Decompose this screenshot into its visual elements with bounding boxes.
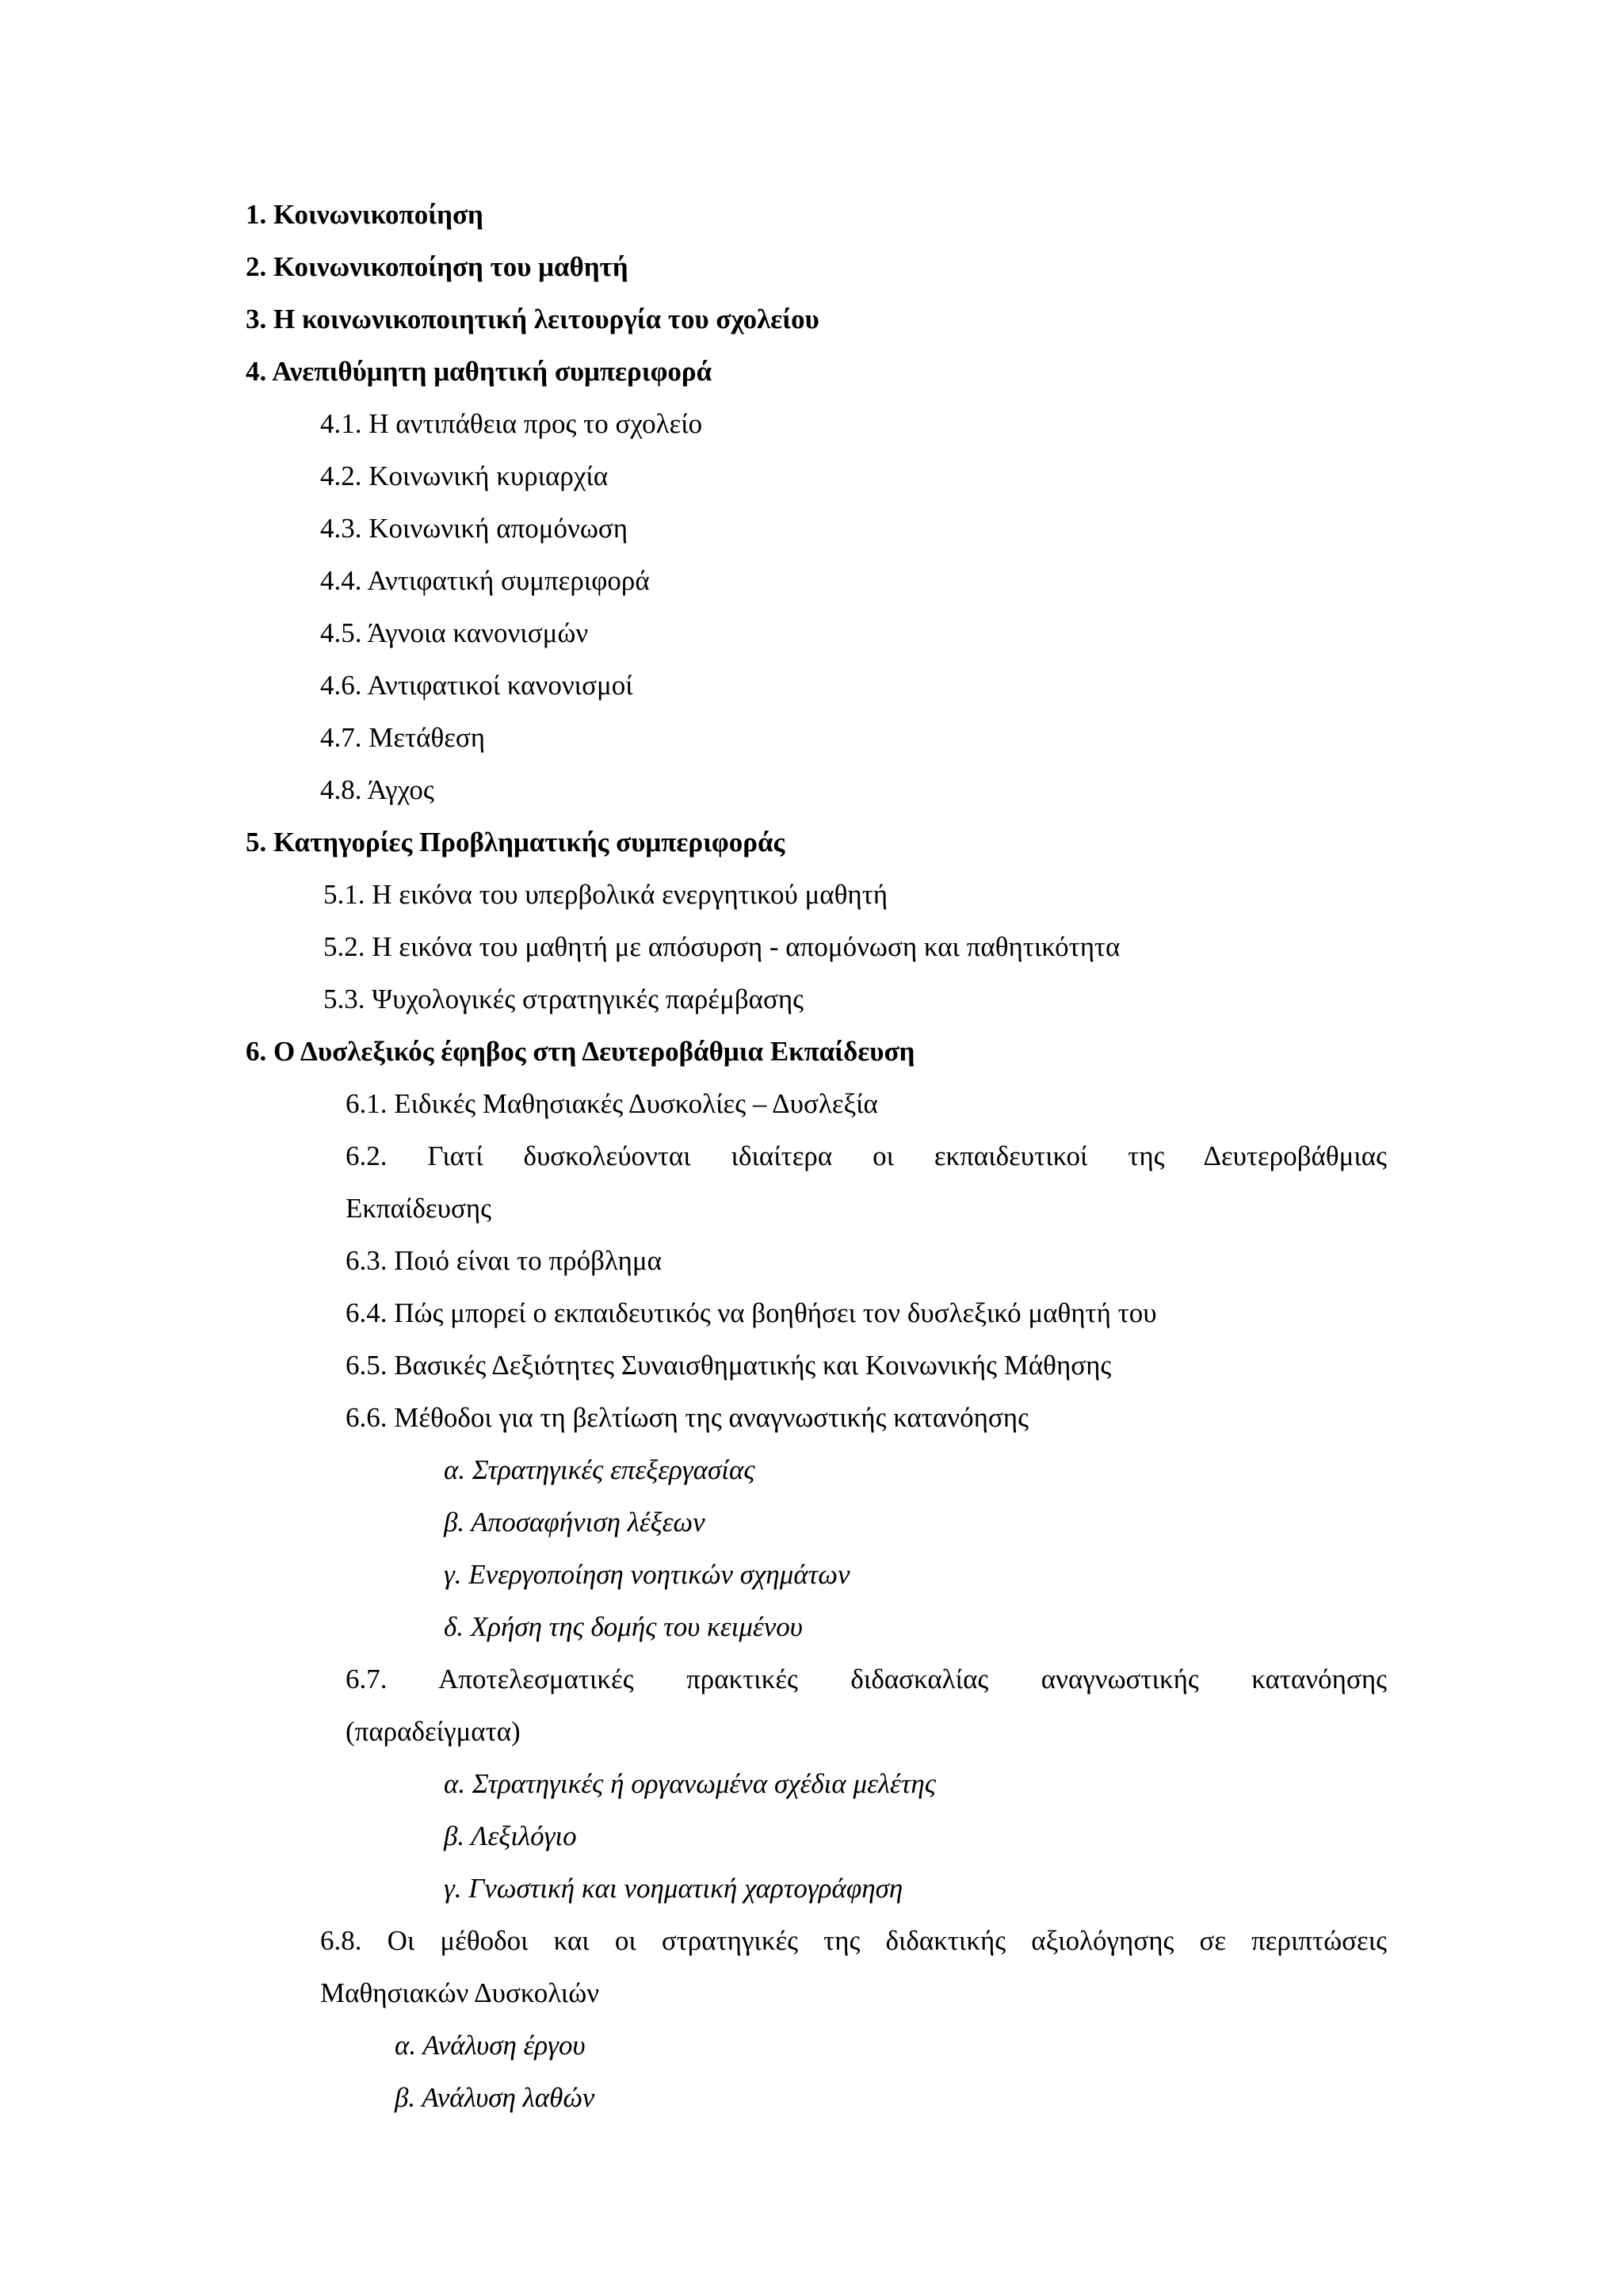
toc-item-4-5: 4.5. Άγνοια κανονισμών — [320, 617, 589, 648]
toc-subitem-6-6-d: δ. Χρήση της δομής του κειμένου — [444, 1611, 803, 1642]
toc-item-6-6: 6.6. Μέθοδοι για τη βελτίωση της αναγνωστικής κατανόησης — [346, 1402, 1029, 1433]
toc-subitem-6-7-c: γ. Γνωστική και νοηματική χαρτογράφηση — [444, 1873, 903, 1904]
toc-item-4-7: 4.7. Μετάθεση — [320, 722, 486, 753]
toc-item-4-8: 4.8. Άγχος — [320, 774, 434, 805]
toc-heading-5: 5. Κατηγορίες Προβληματικής συμπεριφοράς — [246, 827, 785, 858]
toc-subitem-6-6-b: β. Αποσαφήνιση λέξεων — [444, 1507, 705, 1538]
toc-item-6-7-continued: (παραδείγματα) — [346, 1716, 521, 1747]
toc-item-6-4: 6.4. Πώς μπορεί ο εκπαιδευτικός να βοηθήσει τον δυσλεξικό μαθητή του — [346, 1297, 1157, 1328]
toc-item-6-5: 6.5. Βασικές Δεξιότητες Συναισθηματικής και Κοινωνικής Μάθησης — [346, 1350, 1112, 1381]
toc-item-5-2: 5.2. Η εικόνα του μαθητή με απόσυρση - απομόνωση και παθητικότητα — [323, 931, 1121, 962]
toc-heading-6: 6. Ο Δυσλεξικός έφηβος στη Δευτεροβάθμια Εκπαίδευση — [246, 1036, 915, 1067]
toc-item-5-3: 5.3. Ψυχολογικές στρατηγικές παρέμβασης — [323, 984, 804, 1014]
toc-heading-1: 1. Κοινωνικοποίηση — [246, 199, 483, 230]
toc-item-6-3: 6.3. Ποιό είναι το πρόβλημα — [346, 1245, 662, 1276]
toc-item-5-1: 5.1. Η εικόνα του υπερβολικά ενεργητικού μαθητή — [323, 879, 888, 910]
toc-heading-2: 2. Κοινωνικοποίηση του μαθητή — [246, 251, 628, 282]
toc-heading-3: 3. Η κοινωνικοποιητική λειτουργία του σχολείου — [246, 304, 819, 334]
toc-item-4-6: 4.6. Αντιφατικοί κανονισμοί — [320, 670, 633, 701]
toc-item-6-8-continued: Μαθησιακών Δυσκολιών — [320, 1977, 600, 2008]
toc-item-6-2: 6.2. Γιατί δυσκολεύονται ιδιαίτερα οι εκπαιδευτικοί της Δευτεροβάθμιας — [346, 1140, 1387, 1171]
toc-heading-4: 4. Ανεπιθύμητη μαθητική συμπεριφορά — [246, 356, 712, 387]
toc-item-6-8: 6.8. Οι μέθοδοι και οι στρατηγικές της διδακτικής αξιολόγησης σε περιπτώσεις — [320, 1925, 1387, 1956]
toc-item-6-7: 6.7. Αποτελεσματικές πρακτικές διδασκαλίας αναγνωστικής κατανόησης — [346, 1664, 1387, 1694]
toc-item-4-2: 4.2. Κοινωνική κυριαρχία — [320, 460, 609, 491]
toc-subitem-6-8-b: β. Ανάλυση λαθών — [395, 2082, 595, 2113]
toc-subitem-6-6-c: γ. Ενεργοποίηση νοητικών σχημάτων — [444, 1559, 850, 1590]
toc-subitem-6-7-b: β. Λεξιλόγιο — [444, 1820, 577, 1851]
toc-item-4-1: 4.1. Η αντιπάθεια προς το σχολείο — [320, 408, 703, 439]
toc-subitem-6-6-a: α. Στρατηγικές επεξεργασίας — [444, 1454, 755, 1485]
toc-item-4-4: 4.4. Αντιφατική συμπεριφορά — [320, 565, 650, 596]
toc-subitem-6-7-a: α. Στρατηγικές ή οργανωμένα σχέδια μελέτης — [444, 1768, 936, 1799]
toc-item-6-1: 6.1. Ειδικές Μαθησιακές Δυσκολίες – Δυσλεξία — [346, 1088, 878, 1119]
toc-subitem-6-8-a: α. Ανάλυση έργου — [395, 2030, 586, 2061]
toc-item-6-2-continued: Εκπαίδευσης — [346, 1193, 491, 1224]
toc-item-4-3: 4.3. Κοινωνική απομόνωση — [320, 513, 628, 544]
